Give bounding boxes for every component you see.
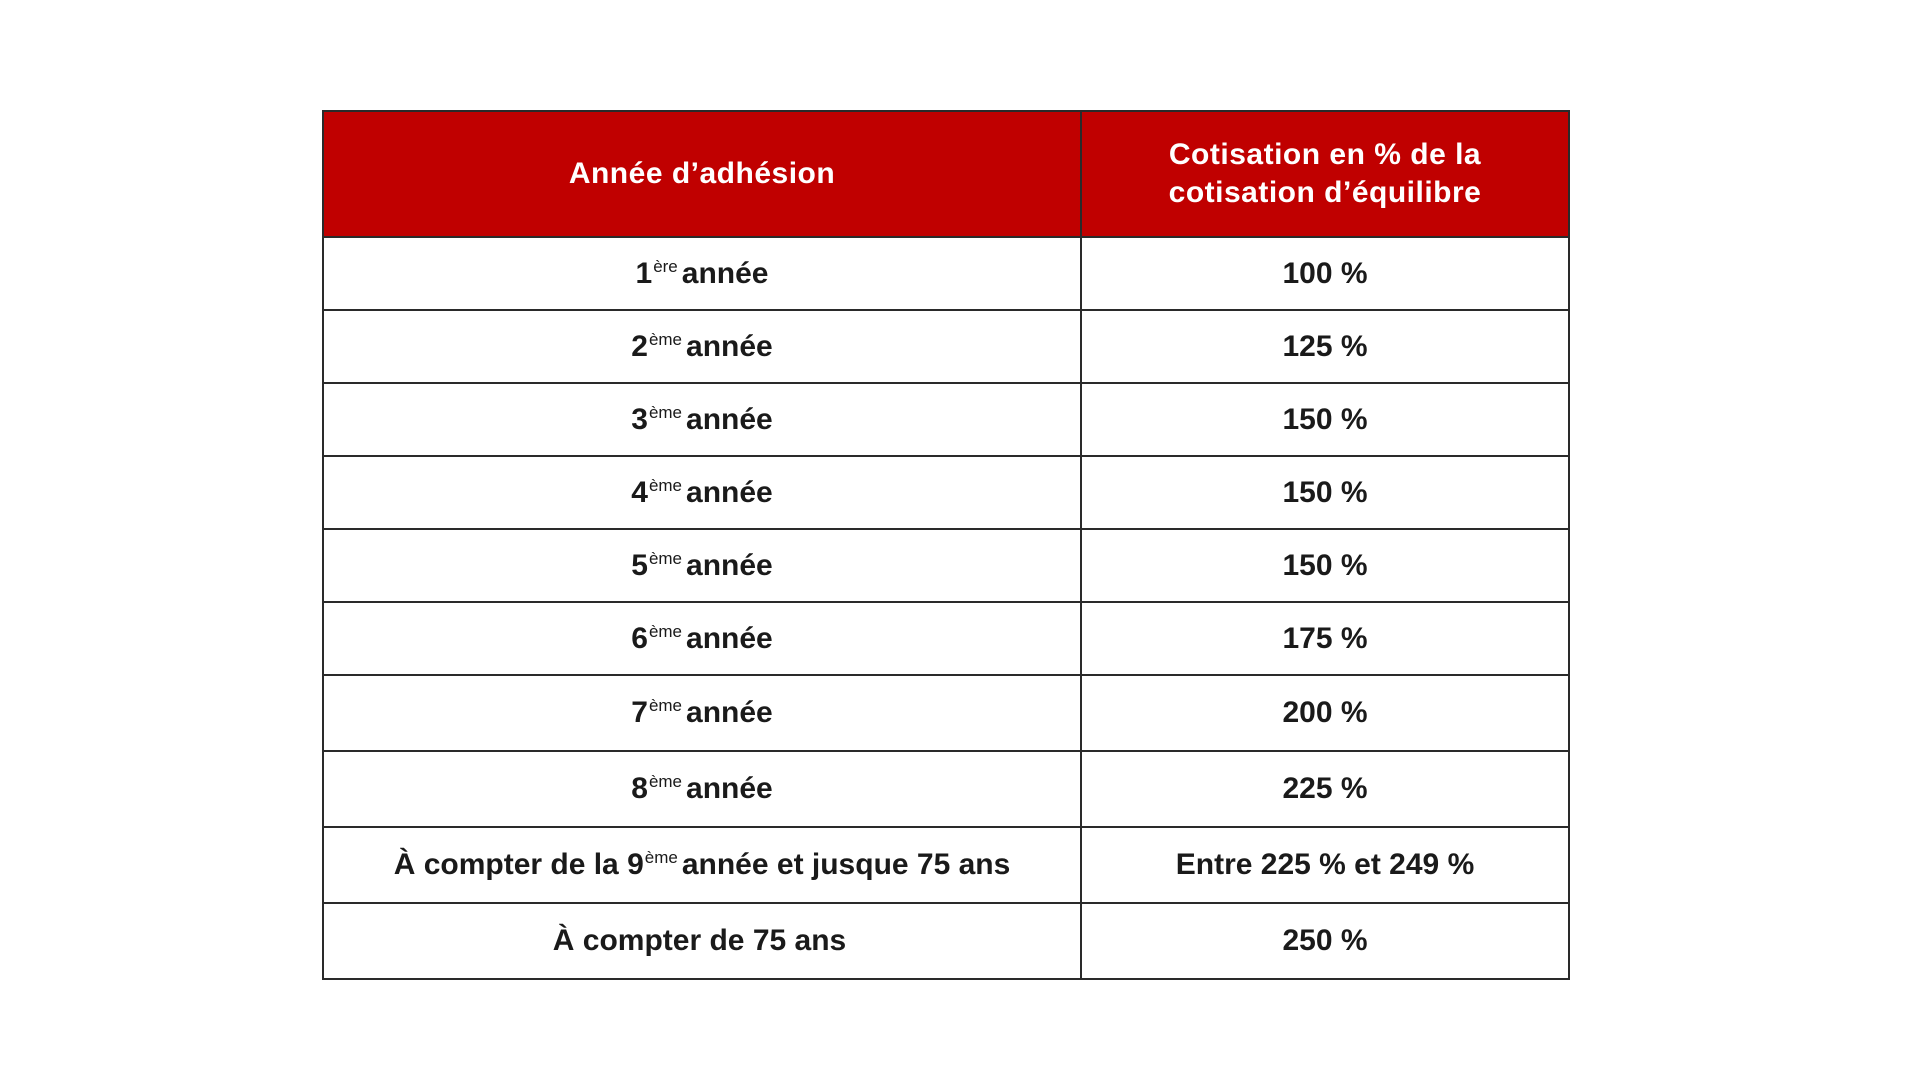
- percent-cell: 225 %: [1081, 751, 1569, 827]
- year-cell: 8ème année: [323, 751, 1081, 827]
- year-cell: 2ème année: [323, 310, 1081, 383]
- year-cell: 6ème année: [323, 602, 1081, 675]
- header-contribution-percent: [1081, 111, 1569, 237]
- percent-cell: 150 %: [1081, 383, 1569, 456]
- table-row: [323, 751, 1569, 827]
- year-cell: 7ème année: [323, 675, 1081, 751]
- year-cell: À compter de la 9ème année et jusque 75 ans: [323, 827, 1081, 903]
- percent-cell: 250 %: [1081, 903, 1569, 979]
- percent-cell: 100 %: [1081, 237, 1569, 310]
- year-cell: 1ère année: [323, 237, 1081, 310]
- percent-cell: 150 %: [1081, 456, 1569, 529]
- table-row: [323, 237, 1569, 310]
- year-cell: 4ème année: [323, 456, 1081, 529]
- percent-cell: 125 %: [1081, 310, 1569, 383]
- table-row: [323, 383, 1569, 456]
- year-cell: À compter de 75 ans: [323, 903, 1081, 979]
- header-adhesion-year: Année d’adhésion: [323, 111, 1081, 237]
- percent-cell: 175 %: [1081, 602, 1569, 675]
- header-row: [323, 111, 1569, 237]
- table-row: [323, 310, 1569, 383]
- percent-cell: 200 %: [1081, 675, 1569, 751]
- table-row: [323, 903, 1569, 979]
- table-row: [323, 529, 1569, 602]
- table-row: [323, 602, 1569, 675]
- contribution-table: [322, 110, 1570, 980]
- table-row: [323, 827, 1569, 903]
- table-row: [323, 675, 1569, 751]
- year-cell: 5ème année: [323, 529, 1081, 602]
- header-line-2: cotisation d’équilibre: [1168, 176, 1482, 209]
- header-line-1: Cotisation en % de la: [1168, 138, 1482, 171]
- percent-cell: Entre 225 % et 249 %: [1081, 827, 1569, 903]
- percent-cell: 150 %: [1081, 529, 1569, 602]
- year-cell: 3ème année: [323, 383, 1081, 456]
- table-row: [323, 456, 1569, 529]
